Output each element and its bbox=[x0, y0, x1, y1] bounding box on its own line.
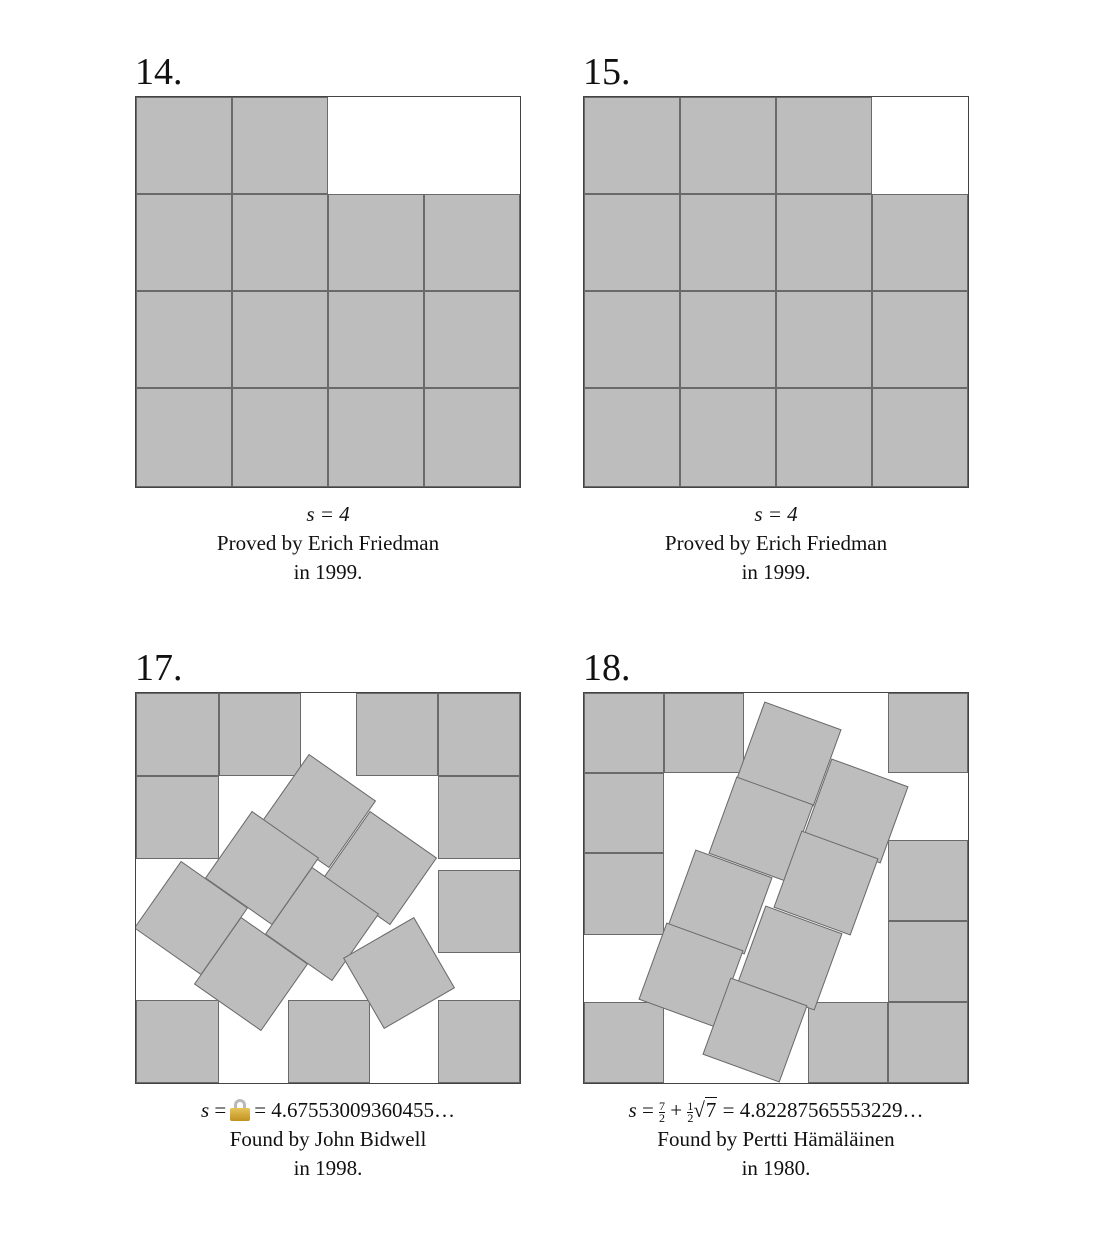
unit-square bbox=[438, 1000, 520, 1083]
unit-square bbox=[808, 1002, 888, 1083]
unit-square bbox=[438, 693, 520, 776]
unit-square bbox=[888, 693, 968, 773]
side-length-formula: s = = 4.67553009360455… bbox=[200, 1098, 456, 1122]
unit-square bbox=[136, 1000, 219, 1083]
unit-square bbox=[136, 194, 232, 291]
side-length-formula: s = $\frac{7}{2}$ + $\frac{1}{2}$ √7 = 4.82287565553229… bbox=[628, 1098, 924, 1125]
unit-square bbox=[776, 194, 872, 291]
unit-square bbox=[424, 194, 520, 291]
credit-line: Proved by Erich Friedman bbox=[664, 531, 888, 555]
unit-square bbox=[328, 291, 424, 388]
lock-icon bbox=[230, 1099, 250, 1121]
unit-square bbox=[288, 1000, 370, 1083]
unit-square bbox=[872, 291, 968, 388]
unit-square bbox=[328, 194, 424, 291]
unit-square bbox=[136, 291, 232, 388]
unit-square bbox=[584, 97, 680, 194]
unit-square bbox=[584, 853, 664, 935]
panel-caption bbox=[583, 1096, 969, 1183]
unit-square bbox=[424, 388, 520, 487]
unit-square bbox=[584, 388, 680, 487]
unit-square bbox=[776, 291, 872, 388]
unit-square bbox=[438, 870, 520, 953]
side-length-formula: s = 4 bbox=[306, 502, 350, 526]
unit-square bbox=[680, 388, 776, 487]
panel-number: 18. bbox=[583, 647, 631, 689]
unit-square bbox=[438, 776, 520, 859]
year-line: in 1999. bbox=[293, 560, 363, 584]
unit-square bbox=[680, 97, 776, 194]
fraction: $\frac{7}{2}$ bbox=[659, 1098, 666, 1125]
unit-square bbox=[232, 97, 328, 194]
unit-square bbox=[232, 388, 328, 487]
fraction: $\frac{1}{2}$ bbox=[687, 1098, 694, 1125]
unit-square bbox=[888, 921, 968, 1002]
unit-square bbox=[219, 693, 301, 776]
unit-square bbox=[888, 1002, 968, 1083]
unit-square bbox=[776, 388, 872, 487]
unit-square bbox=[356, 693, 438, 776]
unit-square bbox=[136, 97, 232, 194]
year-line: in 1999. bbox=[741, 560, 811, 584]
year-line: in 1980. bbox=[741, 1156, 811, 1180]
unit-square bbox=[328, 388, 424, 487]
unit-square bbox=[424, 291, 520, 388]
side-length-formula: s = 4 bbox=[754, 502, 798, 526]
credit-line: Proved by Erich Friedman bbox=[216, 531, 440, 555]
unit-square bbox=[680, 291, 776, 388]
unit-square bbox=[888, 840, 968, 921]
unit-square bbox=[232, 194, 328, 291]
panel-caption bbox=[135, 1096, 521, 1183]
unit-square bbox=[136, 693, 219, 776]
unit-square bbox=[776, 97, 872, 194]
unit-square bbox=[872, 388, 968, 487]
panel-number: 14. bbox=[135, 51, 183, 93]
unit-square bbox=[232, 291, 328, 388]
credit-line: Found by Pertti Hämäläinen bbox=[657, 1127, 895, 1151]
year-line: in 1998. bbox=[293, 1156, 363, 1180]
panel-number: 15. bbox=[583, 51, 631, 93]
credit-line: Found by John Bidwell bbox=[229, 1127, 427, 1151]
panel-caption bbox=[583, 500, 969, 587]
packing-square-frame bbox=[135, 96, 521, 488]
packing-square-frame bbox=[135, 692, 521, 1084]
unit-square bbox=[584, 194, 680, 291]
unit-square bbox=[136, 776, 219, 859]
panel-number: 17. bbox=[135, 647, 183, 689]
unit-square bbox=[664, 693, 744, 773]
unit-square bbox=[584, 1002, 664, 1083]
unit-square bbox=[136, 388, 232, 487]
unit-square bbox=[584, 291, 680, 388]
packing-square-frame bbox=[583, 692, 969, 1084]
packing-square-frame bbox=[583, 96, 969, 488]
unit-square bbox=[584, 693, 664, 773]
unit-square bbox=[872, 194, 968, 291]
unit-square bbox=[680, 194, 776, 291]
unit-square bbox=[584, 773, 664, 853]
panel-caption bbox=[135, 500, 521, 587]
